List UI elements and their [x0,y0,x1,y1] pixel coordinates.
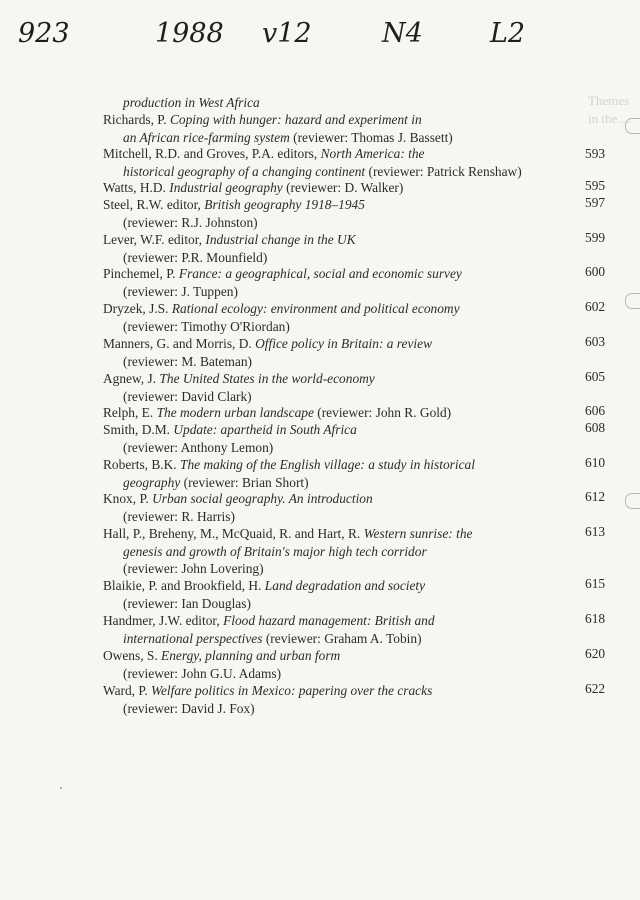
page-number: 606 [585,403,606,418]
entry-reviewer: (reviewer: Brian Short) [183,474,309,490]
list-item [103,145,593,180]
entry-reviewer: (reviewer: David J. Fox) [123,700,255,716]
entry-title: The United States in the world-economy [159,371,375,386]
entry-author: Steel, R.W. editor, [103,197,201,212]
list-item [103,231,593,266]
page-number: 602 [585,299,606,314]
entry-reviewer: (reviewer: P.R. Mounfield) [123,249,268,265]
list-item [103,456,593,491]
page-number: 615 [585,576,606,591]
list-item [103,682,593,717]
entry-title-line1: The making of the English village: a study in historical [180,457,475,472]
page-number: 599 [585,230,606,245]
entry-reviewer: (reviewer: Ian Douglas) [123,595,251,611]
list-item [103,300,593,335]
entry-title: Update: apartheid in South Africa [173,422,357,437]
entry-author: Richards, P. [103,112,167,127]
page-number: 608 [585,420,606,435]
handwritten-mark: L2 [490,18,526,49]
page-number: 597 [585,195,606,210]
handwritten-year: 1988 [155,18,224,49]
entry-title-line2: historical geography of a changing continent [123,163,366,179]
list-item [103,179,593,197]
entry-title: British geography 1918–1945 [204,197,365,212]
entry-reviewer: (reviewer: R. Harris) [123,508,235,524]
entry-reviewer: (reviewer: John R. Gold) [317,405,452,420]
binding-ring [625,493,640,509]
handwritten-volume: v12 [262,18,312,49]
entry-author: Relph, E. [103,405,154,420]
speck [60,787,62,789]
entry-reviewer: (reviewer: M. Bateman) [123,353,253,369]
entry-title-line2: geography [123,474,181,490]
entry-author: Lever, W.F. editor, [103,232,203,247]
list-item [103,490,593,525]
entry-reviewer: (reviewer: D. Walker) [286,180,404,195]
entry-title: Rational ecology: environment and political economy [171,301,460,316]
handwritten-code: 923 [18,18,70,49]
entry-author: Blaikie, P. and Brookfield, H. [103,578,262,593]
page-number: 620 [585,646,606,661]
entry-title-line1: North America: the [320,146,425,161]
entry-title: Office policy in Britain: a review [255,336,433,351]
list-item [103,612,593,647]
bleed-text: Themes in the ... [588,93,631,126]
entry-reviewer: (reviewer: Anthony Lemon) [123,439,274,455]
entry-title: Welfare politics in Mexico: papering over the cracks [151,683,433,698]
entry-author: Pinchemel, P. [103,266,176,281]
page-number: 618 [585,611,606,626]
entry-reviewer: (reviewer: R.J. Johnston) [123,214,258,230]
entry-title-line2: an African rice-farming system [123,129,290,145]
handwritten-annotation [0,18,640,58]
entry-title: Urban social geography. An introduction [152,491,373,506]
page-number: 605 [585,369,606,384]
list-item [103,335,593,370]
entry-reviewer: (reviewer: Graham A. Tobin) [265,630,422,646]
entry-reviewer: (reviewer: John Lovering) [123,561,264,576]
list-item [103,525,593,578]
entry-reviewer: (reviewer: Patrick Renshaw) [368,163,522,179]
entry-title-line1: Western sunrise: the [363,526,473,541]
list-item [103,421,593,456]
entry-author: Dryzek, J.S. [103,301,169,316]
binding-ring [625,118,640,134]
entry-author: Roberts, B.K. [103,457,177,472]
list-item [103,370,593,405]
entry-author: Hall, P., Breheny, M., McQuaid, R. and Hart, R. [103,526,361,541]
entry-reviewer: (reviewer: David Clark) [123,388,252,404]
page-number: 622 [585,681,606,696]
entry-title-line1: Flood hazard management: British and [223,613,435,628]
list-item [103,404,593,422]
entry-title-line1: Coping with hunger: hazard and experiment in [169,112,422,127]
entry-author: Knox, P. [103,491,149,506]
entry-title: Land degradation and society [264,578,426,593]
entry-title: Energy, planning and urban form [161,648,341,663]
entry-title: Industrial geography [169,180,283,195]
entry-author: Agnew, J. [103,371,157,386]
entry-author: Watts, H.D. [103,180,166,195]
page-number: 595 [585,178,606,193]
entry-author: Manners, G. and Morris, D. [103,336,252,351]
entry-title-line2: genesis and growth of Britain's major high tech corridor [123,543,427,559]
entry-title: The modern urban landscape [156,405,314,420]
entry-author: Smith, D.M. [103,422,170,437]
list-item [103,111,593,146]
entry-title: France: a geographical, social and economic survey [178,266,462,281]
entry-title: Industrial change in the UK [205,232,356,247]
page-number: 600 [585,264,606,279]
page-number: 613 [585,524,606,539]
list-item [103,647,593,682]
list-item [103,94,593,112]
entry-reviewer: (reviewer: Thomas J. Bassett) [293,129,453,145]
entry-author: Mitchell, R.D. and Groves, P.A. editors, [103,146,318,161]
handwritten-number: N4 [382,18,423,49]
page-number: 610 [585,455,606,470]
list-item [103,265,593,300]
entry-title: production in West Africa [123,95,260,110]
page-number: 612 [585,489,606,504]
entry-reviewer: (reviewer: Timothy O'Riordan) [123,318,290,334]
binding-ring [625,293,640,309]
entry-author: Ward, P. [103,683,148,698]
entry-title-line2: international perspectives [123,630,263,646]
page-number: 603 [585,334,606,349]
entry-reviewer: (reviewer: J. Tuppen) [123,283,238,299]
list-item [103,577,593,612]
list-item [103,196,593,231]
entry-reviewer: (reviewer: John G.U. Adams) [123,665,282,681]
entry-author: Owens, S. [103,648,158,663]
page-number: 593 [585,146,606,161]
entry-author: Handmer, J.W. editor, [103,613,220,628]
